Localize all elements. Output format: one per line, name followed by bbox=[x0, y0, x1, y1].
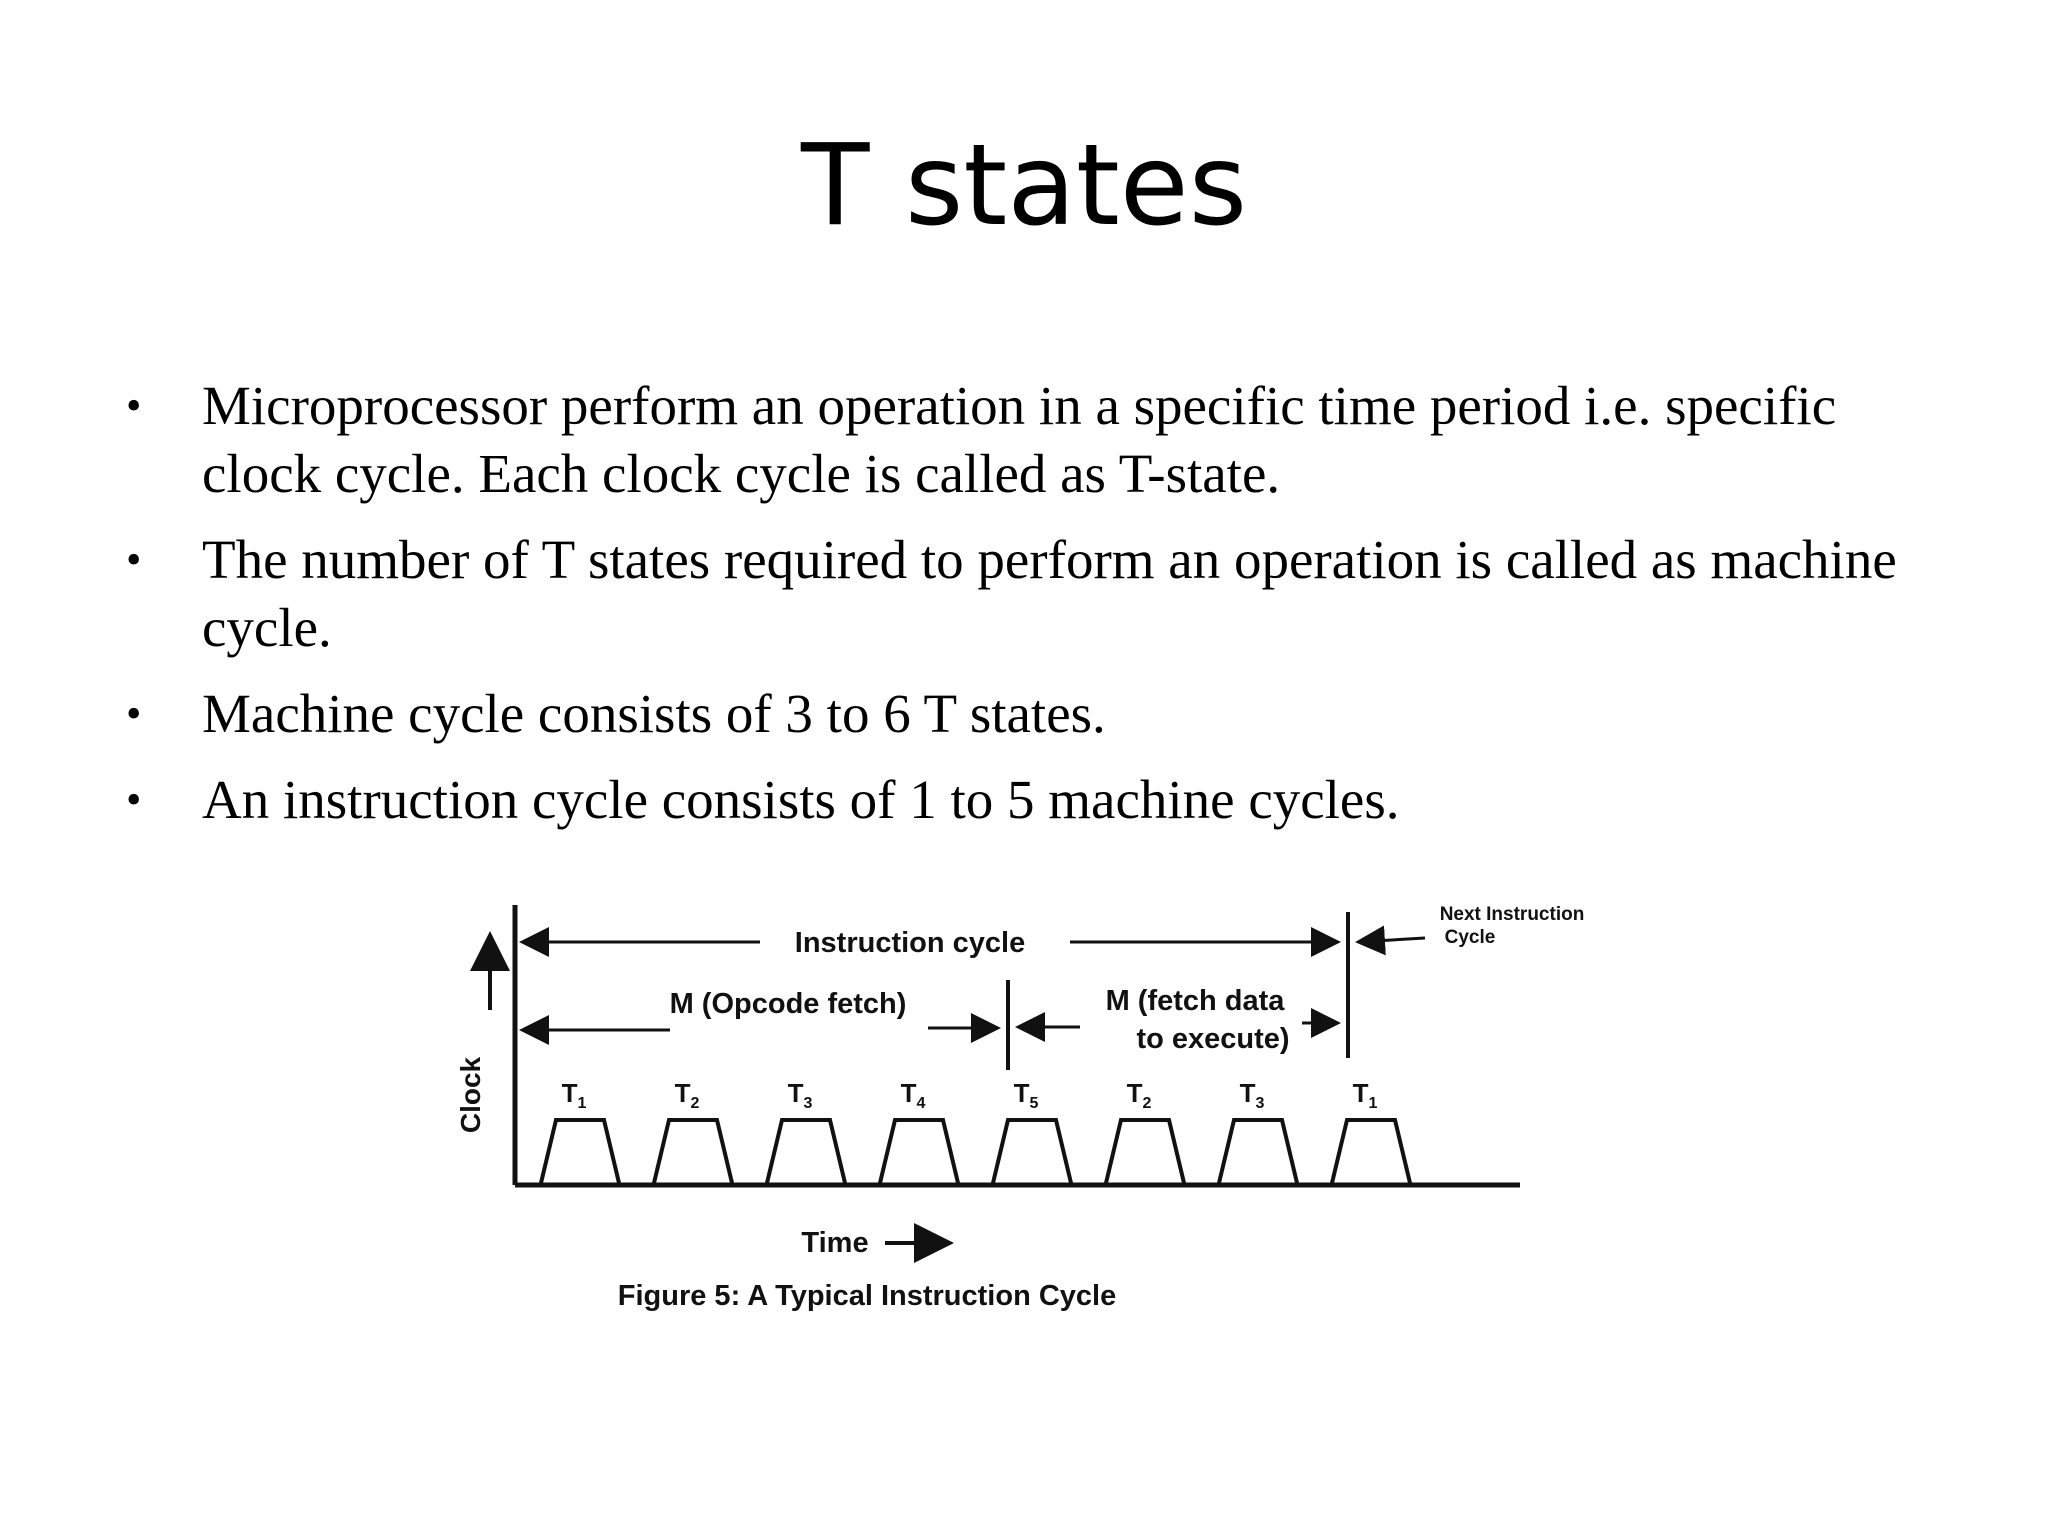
figure-caption: Figure 5: A Typical Instruction Cycle bbox=[617, 1280, 1117, 1312]
next-instruction-label: Next Instruction bbox=[1439, 904, 1585, 925]
clock-pulse bbox=[993, 1120, 1071, 1183]
t-state-label: $T_5$ bbox=[1013, 1078, 1039, 1112]
clock-pulses bbox=[541, 1120, 1410, 1183]
m1-label: M (Opcode fetch) bbox=[669, 988, 907, 1020]
clock-pulse bbox=[1219, 1120, 1297, 1183]
bullet-item bbox=[118, 680, 1918, 748]
bullet-dot: • bbox=[126, 381, 142, 430]
t-state-label: $T_1$ bbox=[561, 1078, 587, 1112]
bullet-list bbox=[118, 372, 1918, 852]
bullet-dot: • bbox=[126, 535, 142, 584]
m2-label-2: to execute) bbox=[1136, 1023, 1290, 1055]
bullet-text: An instruction cycle consists of 1 to 5 machine cycles. bbox=[202, 769, 1400, 830]
bullet-item bbox=[118, 766, 1918, 834]
clock-pulse bbox=[880, 1120, 958, 1183]
t-state-label: $T_1$ bbox=[1352, 1078, 1378, 1112]
t-state-label: $T_2$ bbox=[1126, 1078, 1152, 1112]
bullet-dot: • bbox=[126, 689, 142, 738]
bullet-item bbox=[118, 372, 1918, 508]
instruction-cycle-label: Instruction cycle bbox=[794, 927, 1026, 959]
instruction-cycle-figure bbox=[440, 880, 1640, 1340]
t-state-label: $T_3$ bbox=[787, 1078, 813, 1112]
t-state-label: $T_2$ bbox=[674, 1078, 700, 1112]
m2-label: M (fetch data bbox=[1105, 985, 1285, 1017]
t-state-label: $T_3$ bbox=[1239, 1078, 1265, 1112]
clock-pulse bbox=[1332, 1120, 1410, 1183]
clock-pulse bbox=[767, 1120, 845, 1183]
clock-pulse bbox=[654, 1120, 732, 1183]
clock-pulse bbox=[541, 1120, 619, 1183]
next-instruction-arrow bbox=[1358, 938, 1425, 942]
bullet-text: Microprocessor perform an operation in a specific time period i.e. specific clock cycle. Each clock cycle is called as T-state. bbox=[202, 375, 1837, 504]
timing-diagram bbox=[440, 880, 1640, 1340]
slide-title: T states bbox=[800, 121, 1248, 251]
bullet-dot: • bbox=[126, 775, 142, 824]
next-instruction-label-2: Cycle bbox=[1444, 927, 1496, 948]
y-axis-label: Clock bbox=[455, 1056, 486, 1134]
t-state-label: $T_4$ bbox=[900, 1078, 926, 1112]
bullet-text: Machine cycle consists of 3 to 6 T states. bbox=[202, 683, 1106, 744]
t-state-labels bbox=[562, 1078, 1378, 1112]
bullet-item bbox=[118, 526, 1918, 662]
x-axis-label: Time bbox=[801, 1227, 869, 1259]
bullet-text: The number of T states required to perform an operation is called as machine cycle. bbox=[202, 529, 1897, 658]
clock-pulse bbox=[1106, 1120, 1184, 1183]
